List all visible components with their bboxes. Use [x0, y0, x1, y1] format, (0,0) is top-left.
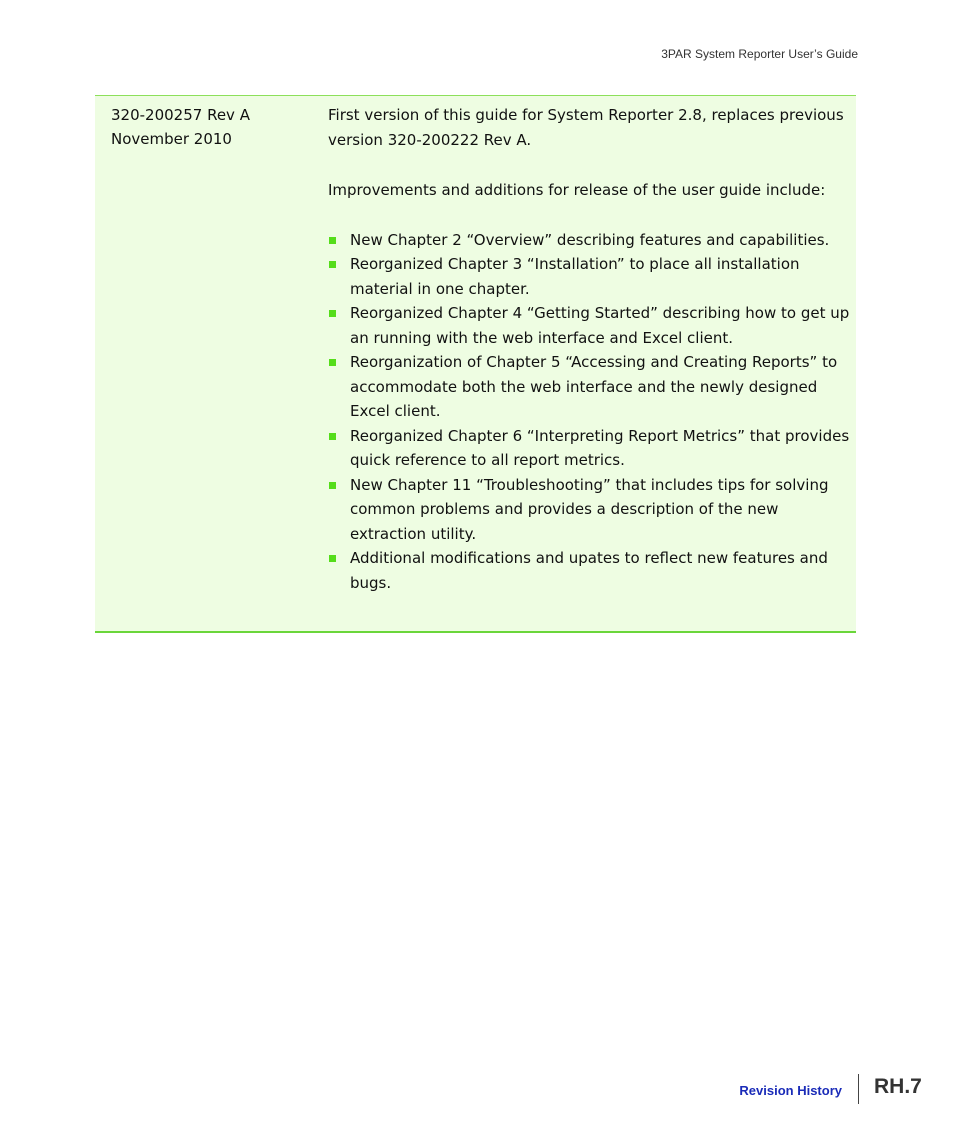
square-bullet-icon: [329, 359, 336, 366]
footer-divider: [858, 1074, 859, 1104]
list-item-text: New Chapter 2 “Overview” describing features and capabilities.: [350, 230, 830, 249]
list-item: [328, 546, 853, 595]
revision-id-cell: [111, 103, 311, 151]
list-item: [328, 473, 853, 547]
revision-table: [95, 95, 856, 633]
revision-date: November 2010: [111, 130, 232, 148]
running-header-title: 3PAR System Reporter User’s Guide: [661, 47, 858, 61]
list-item: [328, 228, 853, 253]
list-item-text: Additional modifications and upates to reflect new features and bugs.: [350, 549, 828, 592]
list-item-text: Reorganization of Chapter 5 “Accessing and Creating Reports” to accommodate both the web interface and the newly designed Excel client.: [350, 353, 838, 420]
list-item: [328, 350, 853, 424]
list-item-text: New Chapter 11 “Troubleshooting” that includes tips for solving common problems and provides a description of the new extraction utility.: [350, 475, 829, 543]
footer-section-link[interactable]: Revision History: [739, 1083, 842, 1098]
list-item: [328, 301, 853, 350]
list-item-text: Reorganized Chapter 3 “Installation” to place all installation material in one chapter.: [350, 255, 800, 298]
revision-improvements-intro: Improvements and additions for release of the user guide include:: [328, 181, 826, 199]
square-bullet-icon: [329, 237, 336, 244]
list-item-text: Reorganized Chapter 6 “Interpreting Report Metrics” that provides quick reference to all report metrics.: [350, 426, 850, 469]
page-number: RH.7: [874, 1075, 922, 1098]
list-item: [328, 252, 853, 301]
square-bullet-icon: [329, 555, 336, 562]
revision-number: 320-200257 Rev A: [111, 106, 250, 124]
square-bullet-icon: [329, 482, 336, 489]
revision-changes-list: [328, 228, 853, 596]
square-bullet-icon: [329, 310, 336, 317]
square-bullet-icon: [329, 261, 336, 268]
revision-description-cell: [328, 103, 853, 595]
square-bullet-icon: [329, 433, 336, 440]
list-item-text: Reorganized Chapter 4 “Getting Started” describing how to get up an running with the web interface and Excel client.: [350, 304, 850, 347]
revision-intro: First version of this guide for System Reporter 2.8, replaces previous version 320-200222 Rev A.: [328, 106, 844, 149]
list-item: [328, 424, 853, 473]
